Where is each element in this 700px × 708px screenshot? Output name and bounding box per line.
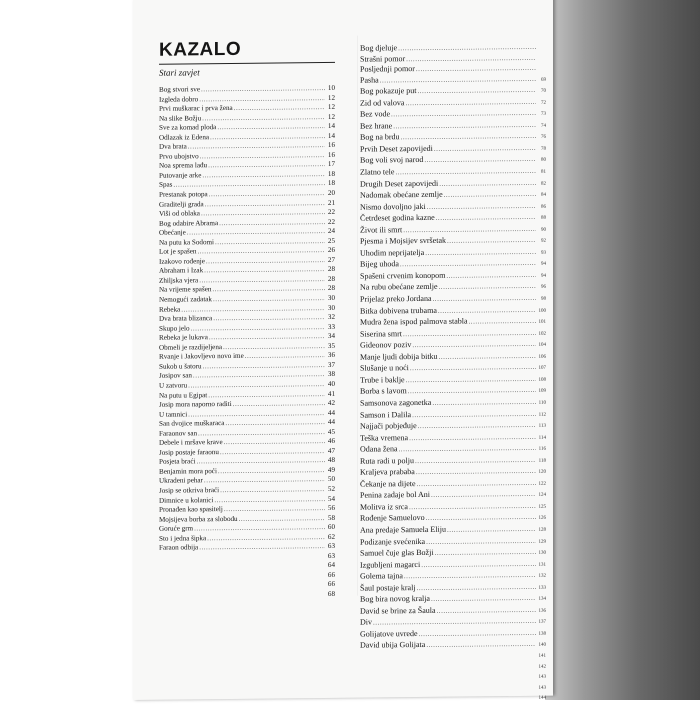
- toc-leader-dots: [435, 548, 536, 559]
- toc-page-number: 28: [326, 275, 335, 285]
- toc-entry-title: Čekanje na dijete: [360, 479, 416, 489]
- toc-page-number: 18: [326, 170, 335, 180]
- toc-page-number: 98: [537, 295, 546, 305]
- toc-page-number: 16: [326, 151, 335, 161]
- toc-page-number: 120: [537, 468, 546, 478]
- toc-leader-dots: [434, 144, 536, 155]
- toc-leader-dots: [447, 236, 536, 246]
- toc-entry-title: Bez hrane: [360, 121, 392, 131]
- toc-entry-title: Viši od oblaka: [159, 209, 200, 219]
- toc-page-number: 92: [537, 237, 546, 247]
- book-page: [133, 0, 553, 700]
- toc-leader-dots: [425, 248, 536, 259]
- toc-leader-dots: [417, 86, 536, 97]
- toc-entry-title: Pasha: [360, 75, 379, 85]
- toc-page-number: 90: [537, 225, 546, 235]
- toc-entry-title: Posjeta braći: [159, 458, 195, 468]
- toc-entry-title: Bog djeluje: [360, 43, 397, 53]
- toc-leader-dots: [406, 375, 536, 386]
- toc-entry-title: Bog odabire Abrama: [159, 219, 218, 229]
- toc-entry-title: Pronađen kao spasitelj: [159, 505, 223, 515]
- toc-leader-dots: [412, 340, 536, 351]
- toc-entry-title: Mojsijeva borba za slobodu: [159, 515, 238, 525]
- toc-entry: [360, 42, 546, 54]
- toc-list-right: [360, 42, 546, 706]
- toc-entry-title: Dimnice u kolanici: [159, 496, 213, 506]
- toc-entry-title: Golema tajna: [360, 571, 403, 581]
- toc-entry-title: Samuel čuje glas Božji: [360, 548, 434, 558]
- toc-page-number: 12: [326, 93, 335, 103]
- toc-page-number: 80: [537, 156, 546, 166]
- toc-page-number: 30: [326, 303, 335, 313]
- toc-page-number: 125: [537, 503, 546, 513]
- toc-page-number: 24: [326, 227, 335, 237]
- toc-leader-dots: [446, 271, 536, 281]
- toc-entry-title: Benjamin mora poći: [159, 467, 217, 477]
- toc-leader-dots: [393, 121, 536, 132]
- toc-page-number: 66: [326, 571, 335, 581]
- toc-page-number: 47: [326, 447, 335, 457]
- toc-page-number: 34: [326, 332, 335, 342]
- toc-entry-title: Ana predaje Samuela Eliju: [360, 525, 446, 535]
- toc-page-number: 100: [537, 306, 546, 316]
- toc-leader-dots: [404, 571, 536, 582]
- toc-entry-title: Izakovo rođenje: [159, 257, 205, 267]
- toc-entry-title: Goruće grm: [159, 525, 193, 535]
- toc-page-number: 93: [537, 249, 546, 259]
- toc-entry-title: Slušanje u noći: [360, 363, 409, 373]
- toc-leader-dots: [400, 259, 536, 270]
- toc-entry-title: Prvo ubojstvo: [159, 152, 199, 162]
- toc-leader-dots: [426, 640, 536, 651]
- toc-page-number: 38: [326, 370, 335, 380]
- toc-page-number: 50: [326, 475, 335, 485]
- toc-entry-title: Nemogući zadatak: [159, 295, 212, 305]
- toc-page-number: 18: [326, 179, 335, 189]
- toc-entry: [159, 590, 335, 601]
- toc-page-number: 128: [537, 526, 546, 536]
- toc-page-number: 86: [537, 202, 546, 212]
- toc-entry-title: Kraljeva prababa: [360, 467, 415, 477]
- toc-entry-title: Posljednji pomor: [360, 64, 415, 74]
- toc-page-number: 108: [537, 376, 546, 386]
- toc-page-number: 142: [537, 662, 546, 672]
- toc-entry-title: Faraon odbija: [159, 544, 198, 554]
- toc-page-number: 44: [326, 408, 335, 418]
- page-edge-shadow: [545, 0, 700, 700]
- toc-entry-title: Rebeka je lukava: [159, 333, 208, 343]
- toc-entry-title: Mudra žena ispod palmova stabla: [360, 317, 468, 328]
- toc-page-number: 21: [326, 198, 335, 208]
- toc-page-number: 84: [537, 191, 546, 201]
- toc-entry-title: Abraham i Izak: [159, 267, 203, 277]
- toc-page-number: 82: [537, 179, 546, 189]
- toc-entry-title: Golijatove uvrede: [360, 629, 418, 639]
- toc-page-number: 35: [326, 342, 335, 352]
- toc-page-number: 40: [326, 380, 335, 390]
- toc-page-number: 69: [537, 75, 546, 85]
- toc-entry-title: Zhiljska vjera: [159, 276, 198, 286]
- toc-entry-title: Bog stvori sve: [159, 85, 200, 95]
- toc-leader-dots: [401, 132, 536, 143]
- toc-entry-title: Josip postaje faraonu: [159, 448, 219, 458]
- toc-entry-title: Samson i Dalila: [360, 410, 411, 420]
- toc-entry-title: Spašeni crvenim konopom: [360, 271, 445, 281]
- toc-entry-title: Penina zadaje bol Ani: [360, 490, 430, 500]
- toc-page-number: 44: [326, 418, 335, 428]
- toc-page-number: 63: [326, 542, 335, 552]
- toc-entry-title: Sto i jedna šipka: [159, 534, 206, 544]
- toc-page-number: 132: [537, 572, 546, 582]
- toc-page-number: 143: [537, 683, 546, 693]
- toc-entry-title: Trube i baklje: [360, 375, 405, 385]
- toc-leader-dots: [416, 64, 536, 75]
- toc-leader-dots: [403, 225, 536, 236]
- toc-page-number: 76: [537, 133, 546, 143]
- toc-leader-dots: [426, 513, 536, 524]
- section-heading: Stari zavjet: [159, 66, 359, 79]
- toc-page-number: 68: [326, 590, 335, 600]
- toc-entry-title: Rebeka: [159, 305, 180, 315]
- toc-entry-title: Nadomak obećane zemlje: [360, 190, 443, 200]
- toc-page-number: 112: [537, 410, 546, 420]
- toc-leader-dots: [418, 421, 536, 432]
- toc-entry-title: Bijeg uhoda: [360, 260, 399, 270]
- toc-page-number: 94: [537, 260, 546, 270]
- toc-entry: [159, 542, 335, 553]
- toc-page-number: 26: [326, 246, 335, 256]
- toc-entry-title: Noa sprema lađu: [159, 162, 207, 172]
- toc-entry-title: David se brine za Šaula: [360, 606, 436, 616]
- toc-entry-title: Odlazak iz Edena: [159, 133, 209, 143]
- toc-page-number: 104: [537, 341, 546, 351]
- toc-entry-title: Drugih Deset zapovijedi: [360, 178, 438, 188]
- toc-entry-title: U zatvoru: [159, 381, 187, 391]
- toc-page-number: 20: [326, 189, 335, 199]
- toc-entry-title: San dvojice muškaraca: [159, 419, 224, 429]
- toc-entry-title: Sve za komad ploda: [159, 123, 216, 133]
- toc-entry-title: Četrdeset godina kazne: [360, 213, 435, 223]
- toc-entry-title: Obećanje: [159, 229, 186, 239]
- toc-entry-title: Bog bira novog kralja: [360, 594, 430, 604]
- toc-leader-dots: [426, 536, 536, 547]
- toc-page-number: 74: [537, 122, 546, 132]
- background-left: [0, 0, 132, 700]
- toc-page-number: 60: [326, 523, 335, 533]
- toc-entry-title: Izgubljeni magarci: [360, 560, 420, 570]
- toc-entry-title: Bog voli svoj narod: [360, 155, 423, 165]
- toc-page-number: 144: [537, 694, 546, 704]
- toc-entry-title: Nismo dovoljno jaki: [360, 202, 426, 212]
- toc-leader-dots: [439, 352, 536, 363]
- toc-page-number: 102: [537, 329, 546, 339]
- toc-entry-title: Dva brata blizanca: [159, 314, 212, 324]
- toc-entry-title: Rvanje i Jakovljevo novo ime: [159, 352, 244, 362]
- toc-page-number: 122: [537, 479, 546, 489]
- toc-entry-title: Podizanje svećenika: [360, 536, 425, 546]
- toc-page-number: 137: [537, 618, 546, 628]
- toc-page-number: 134: [537, 595, 546, 605]
- toc-entry-title: Rođenje Samuelovo: [360, 513, 425, 523]
- toc-page-number: 88: [537, 214, 546, 224]
- toc-entry-title: Odana žena: [360, 444, 398, 454]
- toc-entry-title: Bog na brdu: [360, 133, 400, 143]
- toc-entry-title: Graditelji grada: [159, 200, 204, 210]
- toc-page-number: 141: [537, 652, 546, 662]
- toc-entry-title: Pjesma i Mojsijev svršetak: [360, 236, 446, 246]
- toc-entry-title: Šaul postaje kralj: [360, 583, 416, 593]
- toc-page-number: 48: [326, 456, 335, 466]
- toc-page-number: 30: [326, 294, 335, 304]
- toc-page-number: 131: [537, 560, 546, 570]
- toc-page-number: 32: [326, 313, 335, 323]
- toc-entry-title: Na vrijeme spašen: [159, 286, 211, 296]
- toc-entry-title: Na slike Božju: [159, 114, 201, 124]
- page-title: KAZALO: [159, 38, 359, 62]
- toc-page-number: 81: [537, 168, 546, 178]
- toc-page-number: 36: [326, 351, 335, 361]
- toc-leader-dots: [432, 398, 536, 409]
- toc-page-number: 22: [326, 208, 335, 218]
- toc-page-number: 27: [326, 256, 335, 266]
- toc-page-number: 124: [537, 491, 546, 501]
- toc-entry-title: Josip se otkriva braći: [159, 486, 219, 496]
- toc-entry-title: U tamnici: [159, 410, 187, 420]
- toc-page-number: 56: [326, 504, 335, 514]
- toc-page-number: 130: [537, 549, 546, 559]
- toc-leader-dots: [416, 467, 536, 478]
- toc-page-number: 41: [326, 389, 335, 399]
- toc-leader-dots: [421, 559, 536, 570]
- toc-page-number: 126: [537, 514, 546, 524]
- toc-entry-title: Strašni pomor: [360, 54, 405, 64]
- toc-page-number: 22: [326, 218, 335, 228]
- toc-page-number: 101: [537, 318, 546, 328]
- toc-page-number: 106: [537, 352, 546, 362]
- toc-leader-dots: [439, 178, 536, 189]
- toc-entry-title: Josipov san: [159, 372, 192, 382]
- toc-page-number: 33: [326, 323, 335, 333]
- toc-page-number: 64: [326, 561, 335, 571]
- toc-leader-dots: [373, 617, 536, 628]
- toc-entry-title: Teška vremena: [360, 433, 408, 443]
- toc-entry-title: Život ili smrt: [360, 225, 402, 235]
- toc-page-number: 28: [326, 284, 335, 294]
- toc-leader-dots: [380, 74, 536, 85]
- toc-entry-title: Siserina smrt: [360, 329, 402, 339]
- toc-entry-title: Na putu u Egipat: [159, 391, 207, 401]
- toc-leader-dots: [427, 201, 536, 212]
- toc-entry: [360, 63, 546, 75]
- toc-leader-dots: [419, 629, 536, 640]
- toc-leader-dots: [406, 53, 536, 64]
- toc-entry-title: Debele i mršave krave: [159, 438, 223, 448]
- toc-leader-dots: [412, 409, 536, 420]
- toc-entry-title: Na putu ka Sodomi: [159, 238, 214, 248]
- toc-leader-dots: [447, 525, 536, 535]
- toc-page-number: 133: [537, 583, 546, 593]
- toc-leader-dots: [395, 167, 536, 178]
- toc-page-number: 66: [326, 580, 335, 590]
- right-column: [360, 36, 546, 706]
- toc-page-number: 116: [537, 445, 546, 455]
- toc-page-number: 10: [326, 84, 335, 94]
- toc-page-number: 110: [537, 399, 546, 409]
- toc-page-number: 140: [537, 641, 546, 651]
- toc-entry-title: Skupo jelo: [159, 324, 190, 334]
- toc-page-number: 52: [326, 485, 335, 495]
- toc-entry-title: Gideonov poziv: [360, 340, 411, 350]
- toc-page-number: 118: [537, 456, 546, 466]
- toc-entry: [360, 52, 546, 64]
- toc-page-number: 143: [537, 673, 546, 683]
- toc-page-number: 37: [326, 361, 335, 371]
- toc-entry-title: David ubija Golijata: [360, 640, 425, 650]
- toc-leader-dots: [433, 294, 536, 305]
- toc-entry-title: Uhodim neprijatelja: [360, 248, 424, 258]
- toc-leader-dots: [405, 98, 536, 109]
- toc-entry-title: Putovanje arke: [159, 171, 201, 181]
- toc-entry-title: Dva brata: [159, 143, 187, 153]
- toc-entry-title: Obmeli je razdijeljena: [159, 343, 222, 353]
- toc-entry-title: Faraonov san: [159, 429, 197, 439]
- toc-page-number: 136: [537, 606, 546, 616]
- toc-entry-title: Manje ljudi dobija bitku: [360, 352, 438, 362]
- toc-leader-dots: [424, 155, 536, 166]
- toc-page-number: 109: [537, 387, 546, 397]
- toc-entry-title: Borba s lavom: [360, 387, 407, 397]
- toc-page-number: 25: [326, 237, 335, 247]
- toc-page-number: 96: [537, 283, 546, 293]
- toc-leader-dots: [431, 490, 536, 501]
- toc-page-number: 107: [537, 364, 546, 374]
- toc-entry-title: Josip mora naporno raditi: [159, 400, 232, 410]
- toc-entry-title: Bitka dobivena trubama: [360, 305, 437, 315]
- toc-list-left: [159, 84, 359, 602]
- toc-leader-dots: [415, 455, 536, 466]
- toc-page-number: 72: [537, 98, 546, 108]
- toc-entry-title: Prestanak potopa: [159, 190, 208, 200]
- toc-leader-dots: [444, 190, 536, 201]
- toc-leader-dots: [439, 282, 536, 293]
- toc-entry-title: Zid od valova: [360, 98, 404, 108]
- toc-page-number: 94: [537, 272, 546, 282]
- toc-page-number: 16: [326, 141, 335, 151]
- toc-page-number: 73: [537, 110, 546, 120]
- toc-entry-title: Sukob u šatoru: [159, 362, 202, 372]
- toc-page-number: 45: [326, 428, 335, 438]
- toc-leader-dots: [399, 444, 536, 455]
- toc-page-number: 46: [326, 437, 335, 447]
- toc-page-number: 62: [326, 533, 335, 543]
- toc-page-number: 49: [326, 466, 335, 476]
- toc-page-number: 70: [537, 87, 546, 97]
- toc-leader-dots: [403, 328, 536, 339]
- left-column: [159, 38, 359, 602]
- toc-page-number: 78: [537, 145, 546, 155]
- toc-page-number: 12: [326, 103, 335, 113]
- toc-page-number: 138: [537, 630, 546, 640]
- toc-entry-title: Ukradeni pehar: [159, 477, 203, 487]
- toc-page-number: 42: [326, 399, 335, 409]
- toc-page-number: 129: [537, 537, 546, 547]
- title-rule: [159, 62, 335, 65]
- toc-entry-title: Bez vode: [360, 110, 390, 120]
- toc-leader-dots: [391, 109, 536, 120]
- toc-leader-dots: [437, 606, 536, 617]
- toc-entry-title: Ruta radi u polju: [360, 456, 414, 466]
- toc-leader-dots: [431, 594, 536, 605]
- toc-page-number: 28: [326, 265, 335, 275]
- toc-leader-dots: [398, 43, 536, 54]
- toc-leader-dots: [436, 213, 536, 224]
- toc-leader-dots: [417, 479, 536, 490]
- toc-entry-title: Izgleda dobro: [159, 95, 198, 105]
- toc-page-number: 17: [326, 160, 335, 170]
- toc-leader-dots: [409, 502, 536, 513]
- toc-entry-title: Spas: [159, 181, 172, 191]
- toc-page-number: 14: [326, 122, 335, 132]
- toc-entry-title: Prvih Deset zapovijedi: [360, 144, 433, 154]
- toc-leader-dots: [469, 317, 536, 327]
- toc-leader-dots: [438, 305, 536, 316]
- toc-leader-dots: [410, 363, 536, 374]
- toc-page-number: 58: [326, 513, 335, 523]
- toc-entry-title: Samsonova zagonetka: [360, 398, 431, 408]
- toc-entry-title: Na rubu obećane zemlje: [360, 282, 438, 292]
- toc-page-number: 113: [537, 422, 546, 432]
- toc-leader-dots: [199, 542, 325, 553]
- toc-page-number: 14: [326, 132, 335, 142]
- toc-entry-title: Molitva iz srca: [360, 502, 408, 512]
- toc-entry-title: Prvi muškarac i prva žena: [159, 104, 233, 114]
- toc-page-number: 63: [326, 552, 335, 562]
- toc-page-number: 12: [326, 113, 335, 123]
- toc-page-number: 54: [326, 494, 335, 504]
- toc-entry-title: Div: [360, 618, 372, 628]
- toc-entry-title: Najjači pobjeđuje: [360, 421, 417, 431]
- toc-page-number: 114: [537, 433, 546, 443]
- toc-entry-title: Bog pokazuje put: [360, 86, 416, 96]
- toc-leader-dots: [409, 432, 536, 443]
- toc-leader-dots: [417, 582, 536, 593]
- toc-entry-title: Zlatno tele: [360, 167, 394, 177]
- toc-entry: [360, 693, 546, 705]
- toc-entry-title: Prijelaz preko Jordana: [360, 294, 432, 304]
- toc-leader-dots: [408, 386, 536, 397]
- toc-entry-title: Lot je spašen: [159, 248, 196, 258]
